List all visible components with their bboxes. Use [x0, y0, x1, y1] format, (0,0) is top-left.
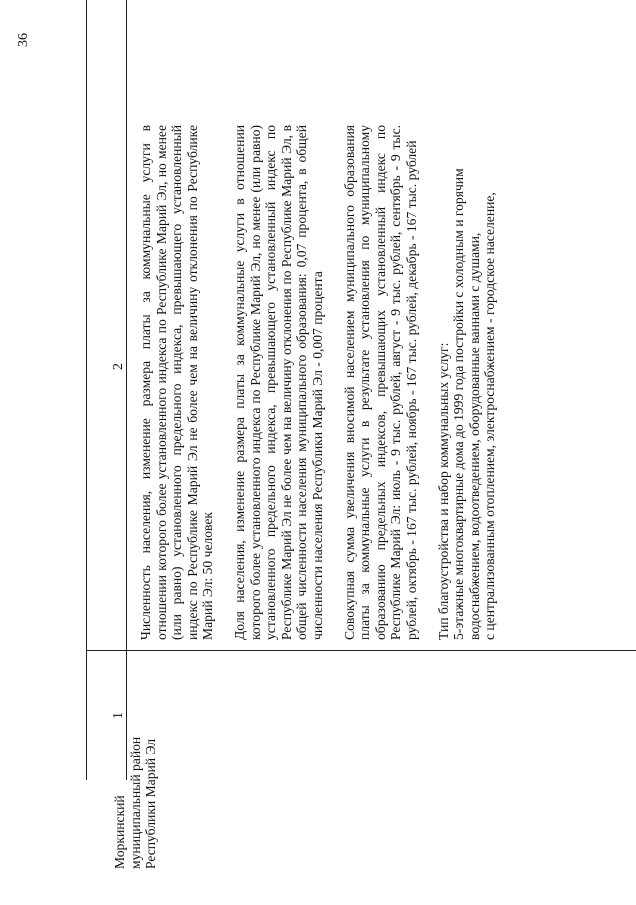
utilities-type-line: 5-этажные многоквартирные дома до 1999 года постройки с холодным и горячим [451, 168, 467, 640]
content-column [138, 125, 498, 640]
region-name [112, 624, 159, 869]
total-increase-paragraph: Совокупная сумма увеличения вносимой населением муниципального образования платы за коммунальные услуги в результате установления по муниципальному образованию предельных индексов, превышающих установленный индекс по Республике Марий Эл: июль - 9 тыс. рублей, август - 9 тыс. рублей, сентябрь - 9 тыс. рублей, октябрь - 167 тыс. рублей, ноябрь - 167 тыс. рублей, декабрь - 167 тыс. рублей [341, 125, 419, 640]
region-line: Республики Марий Эл [143, 738, 159, 869]
page-number: 36 [16, 33, 31, 47]
population-share-paragraph: Доля населения, изменение размера платы за коммунальные услуги в отношении которого более установленного индекса по Республике Марий Эл, но менее (или равно) установленного предельного индекса, превышающего установленный индекс по Республике Марий Эл не более чем на величину отклонения по Республике Марий Эл, в общей численности населения муниципального образования: 0,07 процента, в общей численности населения Республики Марий Эл - 0,007 процента [231, 125, 325, 640]
column-header-1: 1 [111, 712, 126, 719]
utilities-type-line: с централизованным отоплением, электроснабжением - городское население, [482, 192, 498, 640]
region-line: Моркинский [112, 795, 127, 869]
population-count-paragraph: Численность населения, изменение размера платы за коммунальные услуги в отношении которого более установленного индекса по Республике Марий Эл, но менее (или равно) установленного предельного индекса, превышающего установленный индекс по Республике Марий Эл не более чем на величину отклонения по Республике Марий Эл: 50 человек [138, 125, 216, 640]
table-top-border [86, 0, 87, 780]
region-line: муниципальный район [127, 736, 143, 869]
utilities-type-title: Тип благоустройства и набор коммунальных услуг: [435, 342, 451, 640]
table-column-divider [86, 650, 636, 651]
utilities-type-paragraph [436, 125, 498, 640]
column-header-2: 2 [111, 363, 126, 370]
utilities-type-line: водоснабжением, водоотведением, оборудованные ваннами с душами, [466, 232, 482, 640]
